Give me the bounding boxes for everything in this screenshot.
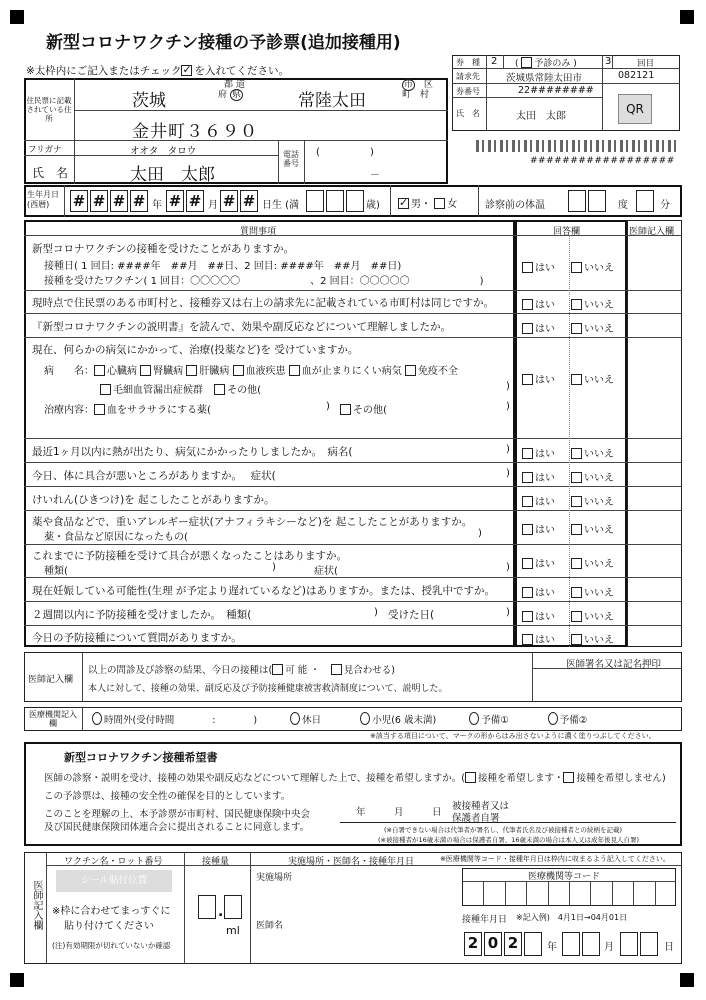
vdate-month-2[interactable] xyxy=(582,932,600,956)
q4-close-2: ) xyxy=(326,401,330,412)
q8-yes-checkbox[interactable] xyxy=(522,524,533,535)
dose-unit: ml xyxy=(226,924,240,937)
q9-symptom: 症状( xyxy=(314,566,338,577)
header-name-label: 氏 名 xyxy=(456,109,480,118)
q9-no-checkbox[interactable] xyxy=(571,558,582,569)
ticket-no-label: 券番号 xyxy=(456,87,480,96)
day-unit: 日生 (満 xyxy=(262,200,300,211)
q5-answer: はい いいえ xyxy=(522,445,614,460)
liver-checkbox[interactable] xyxy=(186,365,197,376)
sticker-instr-3: (注)有効期限が切れていないか確認 xyxy=(52,941,171,950)
table-header-doctor: 医師記入欄 xyxy=(629,227,675,237)
vdate-year-unit: 年 xyxy=(547,942,557,953)
bottom-side-label: 医師記入欄 xyxy=(31,880,42,930)
phone-dash: － xyxy=(370,170,380,181)
facility-code-title: 医療機関等コード xyxy=(528,872,601,882)
q4-answer: はい いいえ xyxy=(522,371,614,386)
postpone-checkbox[interactable] xyxy=(331,664,342,675)
facility-label: 医療機関記入欄 xyxy=(29,710,77,728)
barcode xyxy=(476,140,676,152)
code-cell-divider xyxy=(633,881,634,906)
q12-yes-checkbox[interactable] xyxy=(522,634,533,645)
code-cell-divider xyxy=(590,881,591,906)
temp-digit-2[interactable] xyxy=(588,190,606,212)
ticket-value: 2 xyxy=(491,56,498,67)
doctor-label: 医師記入欄 xyxy=(28,675,74,685)
q4-diseases-2: 毛細血管漏出症候群 その他( xyxy=(100,381,261,396)
requester-label: 請求先 xyxy=(456,72,480,81)
signer-label-1: 被接種者又は xyxy=(452,801,510,812)
vdate-month-1[interactable] xyxy=(562,932,580,956)
instruction: ※太枠内にご記入またはチェック✓ を入れてください。 xyxy=(26,63,289,78)
code-cell-divider xyxy=(548,881,549,906)
col-vaccine: ワクチン名・ロット番号 xyxy=(64,857,163,867)
signer-label-2: 保護者自署 xyxy=(452,813,500,824)
q3-yes-checkbox[interactable] xyxy=(522,323,533,334)
q12-no-checkbox[interactable] xyxy=(571,634,582,645)
q7-answer: はい いいえ xyxy=(522,493,614,508)
address-prefecture: 茨城 xyxy=(132,91,166,111)
wish-note2: (※被接種者が16歳未満の場合は保護者自署、16歳未満の場合は本人又は成年後見人自署) xyxy=(378,836,640,844)
phone-label: 電話番号 xyxy=(283,150,299,168)
q11-answer: はい いいえ xyxy=(522,608,614,623)
q7-no-checkbox[interactable] xyxy=(571,496,582,507)
birth-year-digit-4[interactable]: # xyxy=(130,190,148,212)
registration-mark-top-left xyxy=(10,10,24,24)
holiday-radio[interactable] xyxy=(290,712,300,725)
q8-text: 薬や食品などで、重いアレルギー症状(アナフィラキシーなど)を 起こしたことがありますか。 xyxy=(32,516,473,528)
sex-select: ✓ 男・ 女 xyxy=(398,195,457,210)
q7-yes-checkbox[interactable] xyxy=(522,496,533,507)
q2-yes-checkbox[interactable] xyxy=(522,299,533,310)
q2-no-checkbox[interactable] xyxy=(571,299,582,310)
doctor-line1: 以上の問診及び診察の結果、今日の接種は( 可 能 ・ 見合わせる) xyxy=(88,665,396,676)
sample-check-icon xyxy=(181,65,192,76)
header-name-value: 太田 太郎 xyxy=(516,111,566,122)
wish-title: 新型コロナワクチン接種希望書 xyxy=(64,751,218,764)
bleeding-checkbox[interactable] xyxy=(289,365,300,376)
facility-note: ※該当する項目について、マークの形からはみ出さないように濃く塗りつぶしてください。 xyxy=(370,732,656,740)
q5-close: ) xyxy=(506,444,510,455)
prediag-only: ( 予診のみ ) xyxy=(515,59,577,69)
code-cell-divider xyxy=(505,881,506,906)
city-units: 市 区 町 村 xyxy=(402,80,433,100)
wish-date: 年 月 日 xyxy=(356,807,442,818)
q5-text: 最近1ヶ月以内に熱が出たり、病気にかかったりしましたか。 病名( xyxy=(32,446,353,458)
heart-checkbox[interactable] xyxy=(94,365,105,376)
vdate-year-4[interactable] xyxy=(524,932,542,956)
kidney-checkbox[interactable] xyxy=(140,365,151,376)
q1-vaccine: 接種を受けたワクチン( 1 回目：〇〇〇〇〇 、2 回目：〇〇〇〇〇 ) xyxy=(44,276,484,287)
q12-text: 今日の予防接種について質問がありますか。 xyxy=(32,632,242,644)
address-street: 金井町３６９０ xyxy=(132,122,258,142)
furigana-value: オオタ タロウ xyxy=(130,146,197,157)
degree-unit: 度 xyxy=(618,200,628,211)
wish-line1: 医師の診察・説明を受け、接種の効果や副反応などについて理解した上で、接種を希望しますか。( 接種を希望します・ 接種を希望しません) xyxy=(44,773,666,784)
barcode-text: ################## xyxy=(530,156,675,166)
birth-year-digit-3[interactable]: # xyxy=(110,190,128,212)
q2-text: 現時点で住民票のある市町村と、接種券又は右上の請求先に記載されている市町村は同じですか。 xyxy=(32,297,494,309)
reserve2-radio[interactable] xyxy=(548,712,558,725)
phone-paren-open: ( xyxy=(316,147,320,158)
anticoag-checkbox[interactable] xyxy=(94,404,105,415)
q9-yes-checkbox[interactable] xyxy=(522,558,533,569)
sticker-instr-1: ※枠に合わせてまっすぐに xyxy=(52,906,171,917)
q1-no-checkbox[interactable] xyxy=(571,262,582,273)
q1-yes-checkbox[interactable] xyxy=(522,262,533,273)
q4-yes-checkbox[interactable] xyxy=(522,374,533,385)
address-city: 常陸太田 xyxy=(298,91,366,111)
q4-treatment-other: その他( xyxy=(340,401,387,416)
q2-answer: はい いいえ xyxy=(522,296,614,311)
requester-code: 082121 xyxy=(618,70,655,81)
age-digit-3[interactable] xyxy=(346,190,364,212)
q8-no-checkbox[interactable] xyxy=(571,524,582,535)
sticker-instr-2: 貼り付けてください xyxy=(64,921,154,932)
q10-yes-checkbox[interactable] xyxy=(522,587,533,598)
temperature-label: 診察前の体温 xyxy=(485,200,545,211)
name-value: 太田 太郎 xyxy=(130,165,215,185)
q8-close: ) xyxy=(478,528,482,539)
q11-close-1: ) xyxy=(374,607,378,618)
immune-checkbox[interactable] xyxy=(405,365,416,376)
q4-text: 現在、何らかの病気にかかって、治療(投薬など)を 受けていますか。 xyxy=(32,344,359,356)
age-unit: 歳) xyxy=(366,200,380,211)
q3-no-checkbox[interactable] xyxy=(571,323,582,334)
q5-no-checkbox[interactable] xyxy=(571,448,582,459)
facility-options: 時間外(受付時間 : ) 休日 小児(6 歳未満) 予備① 予備② xyxy=(92,712,587,726)
birth-day-digit-1[interactable]: # xyxy=(220,190,238,212)
ticket-label: 券 種 xyxy=(456,58,480,67)
vdate-year-3: 2 xyxy=(504,932,522,956)
want-vaccine-checkbox[interactable] xyxy=(465,772,476,783)
sticker-area[interactable]: シール貼付位置 xyxy=(56,870,172,892)
q3-text: 『新型コロナワクチンの説明書』を読んで、効果や副反応などについて理解しましたか。 xyxy=(32,321,452,333)
birth-year-digit-1[interactable]: # xyxy=(70,190,88,212)
not-want-checkbox[interactable] xyxy=(563,772,574,783)
birth-day-digit-2[interactable]: # xyxy=(240,190,258,212)
doctor-name-label: 医師名 xyxy=(256,921,284,931)
date-example: ※記入例) 4月1日→04月01日 xyxy=(516,913,628,922)
wish-line2: この予診票は、接種の安全性の確保を目的としています。 xyxy=(44,791,291,802)
blood-checkbox[interactable] xyxy=(233,365,244,376)
qr-code: QR xyxy=(618,94,652,124)
birth-month-digit-1[interactable]: # xyxy=(166,190,184,212)
possible-checkbox[interactable] xyxy=(272,664,283,675)
q9-close-1: ) xyxy=(272,562,276,573)
after-hours-radio[interactable] xyxy=(92,712,102,725)
q10-text: 現在妊娠している可能性(生理 が予定より遅れているなど)はありますか。または、授乳中ですか。 xyxy=(32,585,496,597)
age-digit-2[interactable] xyxy=(326,190,344,212)
reserve1-radio[interactable] xyxy=(469,712,479,725)
q11-close-2: ) xyxy=(506,607,510,618)
col-dose: 接種量 xyxy=(202,857,230,867)
q11-yes-checkbox[interactable] xyxy=(522,611,533,622)
vaccination-date-label: 接種年月日 xyxy=(462,915,508,925)
capillary-checkbox[interactable] xyxy=(100,384,111,395)
furigana-label: フリガナ xyxy=(28,145,62,155)
prefecture-units: 都 道 府 県 xyxy=(218,80,245,100)
q3-answer: はい いいえ xyxy=(522,320,614,335)
q4-diseases: 病 名： 心臓病 腎臓病 肝臓病 血液疾患 血が止まりにくい病気 免疫不全 xyxy=(44,366,458,377)
age-digit-1[interactable] xyxy=(306,190,324,212)
prediag-only-checkbox[interactable] xyxy=(521,57,532,68)
vdate-year-2: 0 xyxy=(484,932,502,956)
code-cell-divider xyxy=(483,881,484,906)
q6-answer: はい いいえ xyxy=(522,469,614,484)
year-unit: 年 xyxy=(152,200,162,211)
dose-suffix: 回目 xyxy=(637,59,655,69)
birth-month-digit-2[interactable]: # xyxy=(186,190,204,212)
other-disease-checkbox[interactable] xyxy=(214,384,225,395)
q4-no-checkbox[interactable] xyxy=(571,374,582,385)
registration-mark-bottom-left xyxy=(10,973,24,987)
q9-answer: はい いいえ xyxy=(522,555,614,570)
dose-digit-1[interactable] xyxy=(198,895,216,919)
q6-no-checkbox[interactable] xyxy=(571,472,582,483)
name-label: 氏 名 xyxy=(32,166,69,180)
q9-text: これまでに予防接種を受けて具合が悪くなったことはありますか。 xyxy=(32,550,347,562)
q1-dates: 接種日( 1 回目: ####年 ##月 ##日、2 回目: ####年 ##月 ##日) xyxy=(44,261,402,272)
other-treatment-checkbox[interactable] xyxy=(340,404,351,415)
q9-type: 種類( xyxy=(44,566,68,577)
vdate-day-2[interactable] xyxy=(640,932,658,956)
q7-text: けいれん(ひきつけ)を 起こしたことがありますか。 xyxy=(32,494,275,506)
dose-number: 3 xyxy=(605,56,612,67)
table-header-question: 質問事項 xyxy=(240,227,277,237)
q4-close-1: ) xyxy=(506,381,510,392)
doctor-sign: 医師署名又は記名押印 xyxy=(566,659,662,670)
col-place: 実施場所・医師名・接種年月日 xyxy=(288,857,415,867)
child-radio[interactable] xyxy=(360,712,370,725)
temp-digit-1[interactable] xyxy=(568,190,586,212)
code-cell-divider xyxy=(655,881,656,906)
q6-text: 今日、体に具合が悪いところがありますか。 症状( xyxy=(32,470,276,482)
answer-column xyxy=(515,220,627,647)
doctor-line2: 本人に対して、接種の効果、副反応及び予防接種健康被害救済制度について、説明した。 xyxy=(88,684,448,694)
q11-text: ２週間以内に予防接種を受けましたか。 種類( xyxy=(32,609,252,621)
page-title: 新型コロナワクチン接種の予診票(追加接種用) xyxy=(46,33,401,53)
phone-paren-close: ) xyxy=(370,147,374,158)
vdate-month-unit: 月 xyxy=(604,942,614,953)
code-cell-divider xyxy=(526,881,527,906)
q12-answer: はい いいえ xyxy=(522,631,614,646)
dose-digit-2[interactable] xyxy=(224,895,242,919)
code-cell-divider xyxy=(612,881,613,906)
birth-label: 生年月日(西暦) xyxy=(27,190,59,209)
address-label: 住民票に記載されている住所 xyxy=(26,96,72,123)
registration-mark-top-right xyxy=(680,10,694,24)
vdate-day-unit: 日 xyxy=(664,942,674,953)
wish-line3: このことを理解の上、本予診票が市町村、国民健康保険中央会 xyxy=(44,809,311,820)
q4-treatment: 治療内容： 血をサラサラにする薬( xyxy=(44,405,211,416)
bottom-note: ※医療機関等コード・接種年月日は枠内に収まるよう記入してください。 xyxy=(440,855,670,863)
place-label: 実施場所 xyxy=(256,873,293,883)
doctor-column xyxy=(627,220,682,647)
q10-no-checkbox[interactable] xyxy=(571,587,582,598)
q8-answer: はい いいえ xyxy=(522,521,614,536)
dose-dot: . xyxy=(218,904,224,920)
vdate-year-1: 2 xyxy=(464,932,482,956)
code-cell-divider xyxy=(569,881,570,906)
wish-line4: 及び国民健康保険団体連合会に提出されることに同意します。 xyxy=(44,822,310,833)
registration-mark-bottom-right xyxy=(680,973,694,987)
birth-year-digit-2[interactable]: # xyxy=(90,190,108,212)
vdate-day-1[interactable] xyxy=(620,932,638,956)
table-header-answer: 回答欄 xyxy=(553,227,581,237)
q11-no-checkbox[interactable] xyxy=(571,611,582,622)
male-checkbox[interactable] xyxy=(398,198,409,209)
month-unit: 月 xyxy=(208,200,218,211)
q1-text: 新型コロナワクチンの接種を受けたことがありますか。 xyxy=(32,243,294,255)
ticket-no-value: 22######## xyxy=(518,85,594,96)
wish-note1: (※自署できない場合は代筆者が署名し、代筆者氏名及び被接種者との続柄を記載) xyxy=(384,826,623,834)
q10-answer: はい いいえ xyxy=(522,584,614,599)
female-checkbox[interactable] xyxy=(434,198,445,209)
q9-close-2: ) xyxy=(506,562,510,573)
q4-close-3: ) xyxy=(506,401,510,412)
q6-close: ) xyxy=(506,468,510,479)
q11-date: 受けた日( xyxy=(388,609,435,621)
q1-answer: はい いいえ xyxy=(522,259,614,274)
temp-decimal[interactable] xyxy=(636,190,654,212)
q8-cause: 薬・食品など原因になったもの( xyxy=(44,532,188,543)
requester-value: 茨城県常陸太田市 xyxy=(506,73,583,84)
q6-yes-checkbox[interactable] xyxy=(522,472,533,483)
q5-yes-checkbox[interactable] xyxy=(522,448,533,459)
minute-unit: 分 xyxy=(660,200,670,211)
